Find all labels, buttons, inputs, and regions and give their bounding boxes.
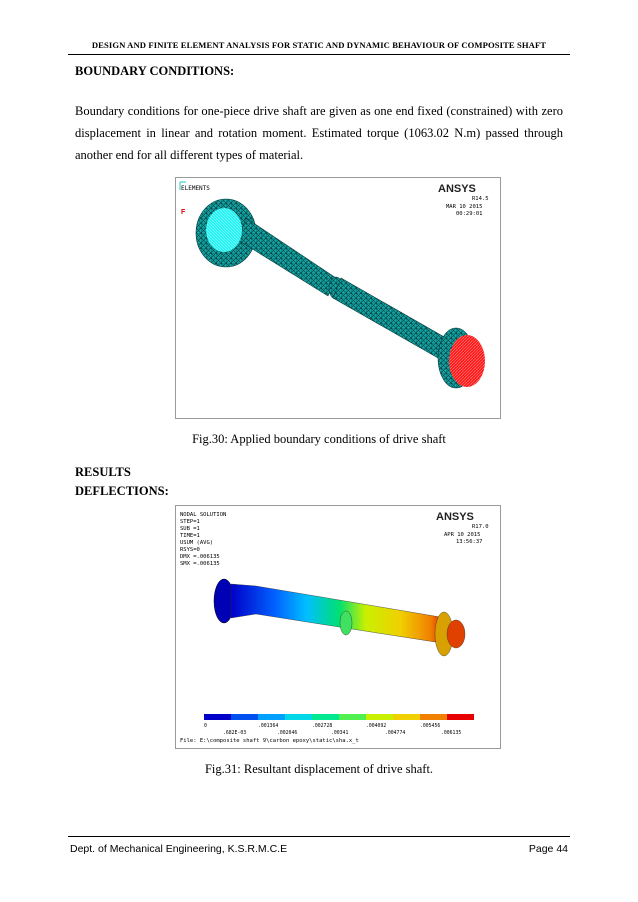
- figure-31-caption: Fig.31: Resultant displacement of drive shaft.: [204, 762, 434, 776]
- info-line: SMX =.006135: [180, 561, 220, 567]
- running-header: DESIGN AND FINITE ELEMENT ANALYSIS FOR STATIC AND DYNAMIC BEHAVIOUR OF COMPOSITE SHAFT: [91, 40, 547, 50]
- info-line: RSYS=0: [180, 547, 200, 553]
- legend-swatch: [285, 714, 312, 720]
- legend-swatch: [258, 714, 285, 720]
- legend-label: .004092: [366, 724, 387, 729]
- version-label: R17.0: [472, 524, 489, 530]
- info-line: NODAL SOLUTION: [180, 512, 227, 518]
- footer-page-number: Page 44: [528, 843, 568, 855]
- torque-load-markers: [449, 335, 485, 387]
- legend-swatch: [366, 714, 393, 720]
- figure-31-render: [176, 506, 500, 748]
- fixed-constraint-markers: [206, 208, 242, 252]
- time-label: 00:29:01: [456, 211, 483, 217]
- info-line: STEP=1: [180, 519, 200, 525]
- corner-mark: F: [181, 209, 186, 216]
- shaft-tube-left: [238, 218, 336, 296]
- legend-label: .00341: [331, 731, 349, 736]
- nodal-solution-info: [180, 512, 226, 567]
- legend-swatch: [204, 714, 231, 720]
- version-label: R14.5: [472, 196, 489, 202]
- legend-swatch: [393, 714, 420, 720]
- right-hub: [447, 620, 465, 648]
- legend-label: 0: [204, 724, 207, 729]
- info-line: DMX =.006135: [180, 554, 220, 560]
- section-heading-results: RESULTS: [75, 465, 131, 479]
- legend-label: .006135: [441, 731, 462, 736]
- figure-30-caption: Fig.30: Applied boundary conditions of drive shaft: [192, 432, 446, 446]
- legend-swatch: [231, 714, 258, 720]
- section-heading-boundary-conditions: BOUNDARY CONDITIONS:: [75, 64, 235, 78]
- plot-label: ELEMENTS: [181, 185, 210, 192]
- displacement-legend: [204, 714, 474, 736]
- shaft-tube-right: [333, 278, 446, 358]
- legend-label: .004774: [385, 731, 406, 736]
- ansys-logo: ANSYS: [436, 511, 474, 523]
- displaced-shaft: [231, 584, 448, 644]
- ansys-logo: ANSYS: [438, 183, 476, 195]
- figure-30-image: [175, 177, 501, 419]
- legend-swatch: [339, 714, 366, 720]
- boundary-conditions-paragraph: Boundary conditions for one-piece drive shaft are given as one end fixed (constrained) with zero displacement in linear and rotation moment. Estimated torque (1063.02 N.m) passed through another end for all different types of material.: [75, 104, 563, 162]
- legend-swatch: [312, 714, 339, 720]
- header-rule: [68, 54, 570, 55]
- file-path-line: File: E:\composite shaft 9\carbon epoxy\static\sha.x_t: [180, 738, 359, 744]
- date-label: APR 10 2015: [444, 532, 481, 538]
- footer-rule: [68, 836, 570, 837]
- shaft-joint: [340, 611, 352, 635]
- date-label: MAR 10 2015: [446, 204, 483, 210]
- figure-31-image: [175, 505, 501, 749]
- time-label: 13:56:37: [456, 539, 483, 545]
- figure-30-render: [176, 178, 500, 418]
- footer-department: Dept. of Mechanical Engineering, K.S.R.M.C.E: [70, 843, 288, 855]
- legend-swatch: [420, 714, 447, 720]
- info-line: SUB =1: [180, 526, 200, 532]
- legend-label: .001364: [258, 724, 279, 729]
- legend-label: .682E-03: [223, 731, 247, 736]
- section-heading-deflections: DEFLECTIONS:: [75, 484, 169, 498]
- legend-swatch: [447, 714, 474, 720]
- info-line: TIME=1: [180, 533, 200, 539]
- info-line: USUM (AVG): [180, 540, 214, 546]
- legend-label: .002728: [312, 724, 333, 729]
- legend-label: .002046: [277, 731, 298, 736]
- legend-label: .005456: [420, 724, 441, 729]
